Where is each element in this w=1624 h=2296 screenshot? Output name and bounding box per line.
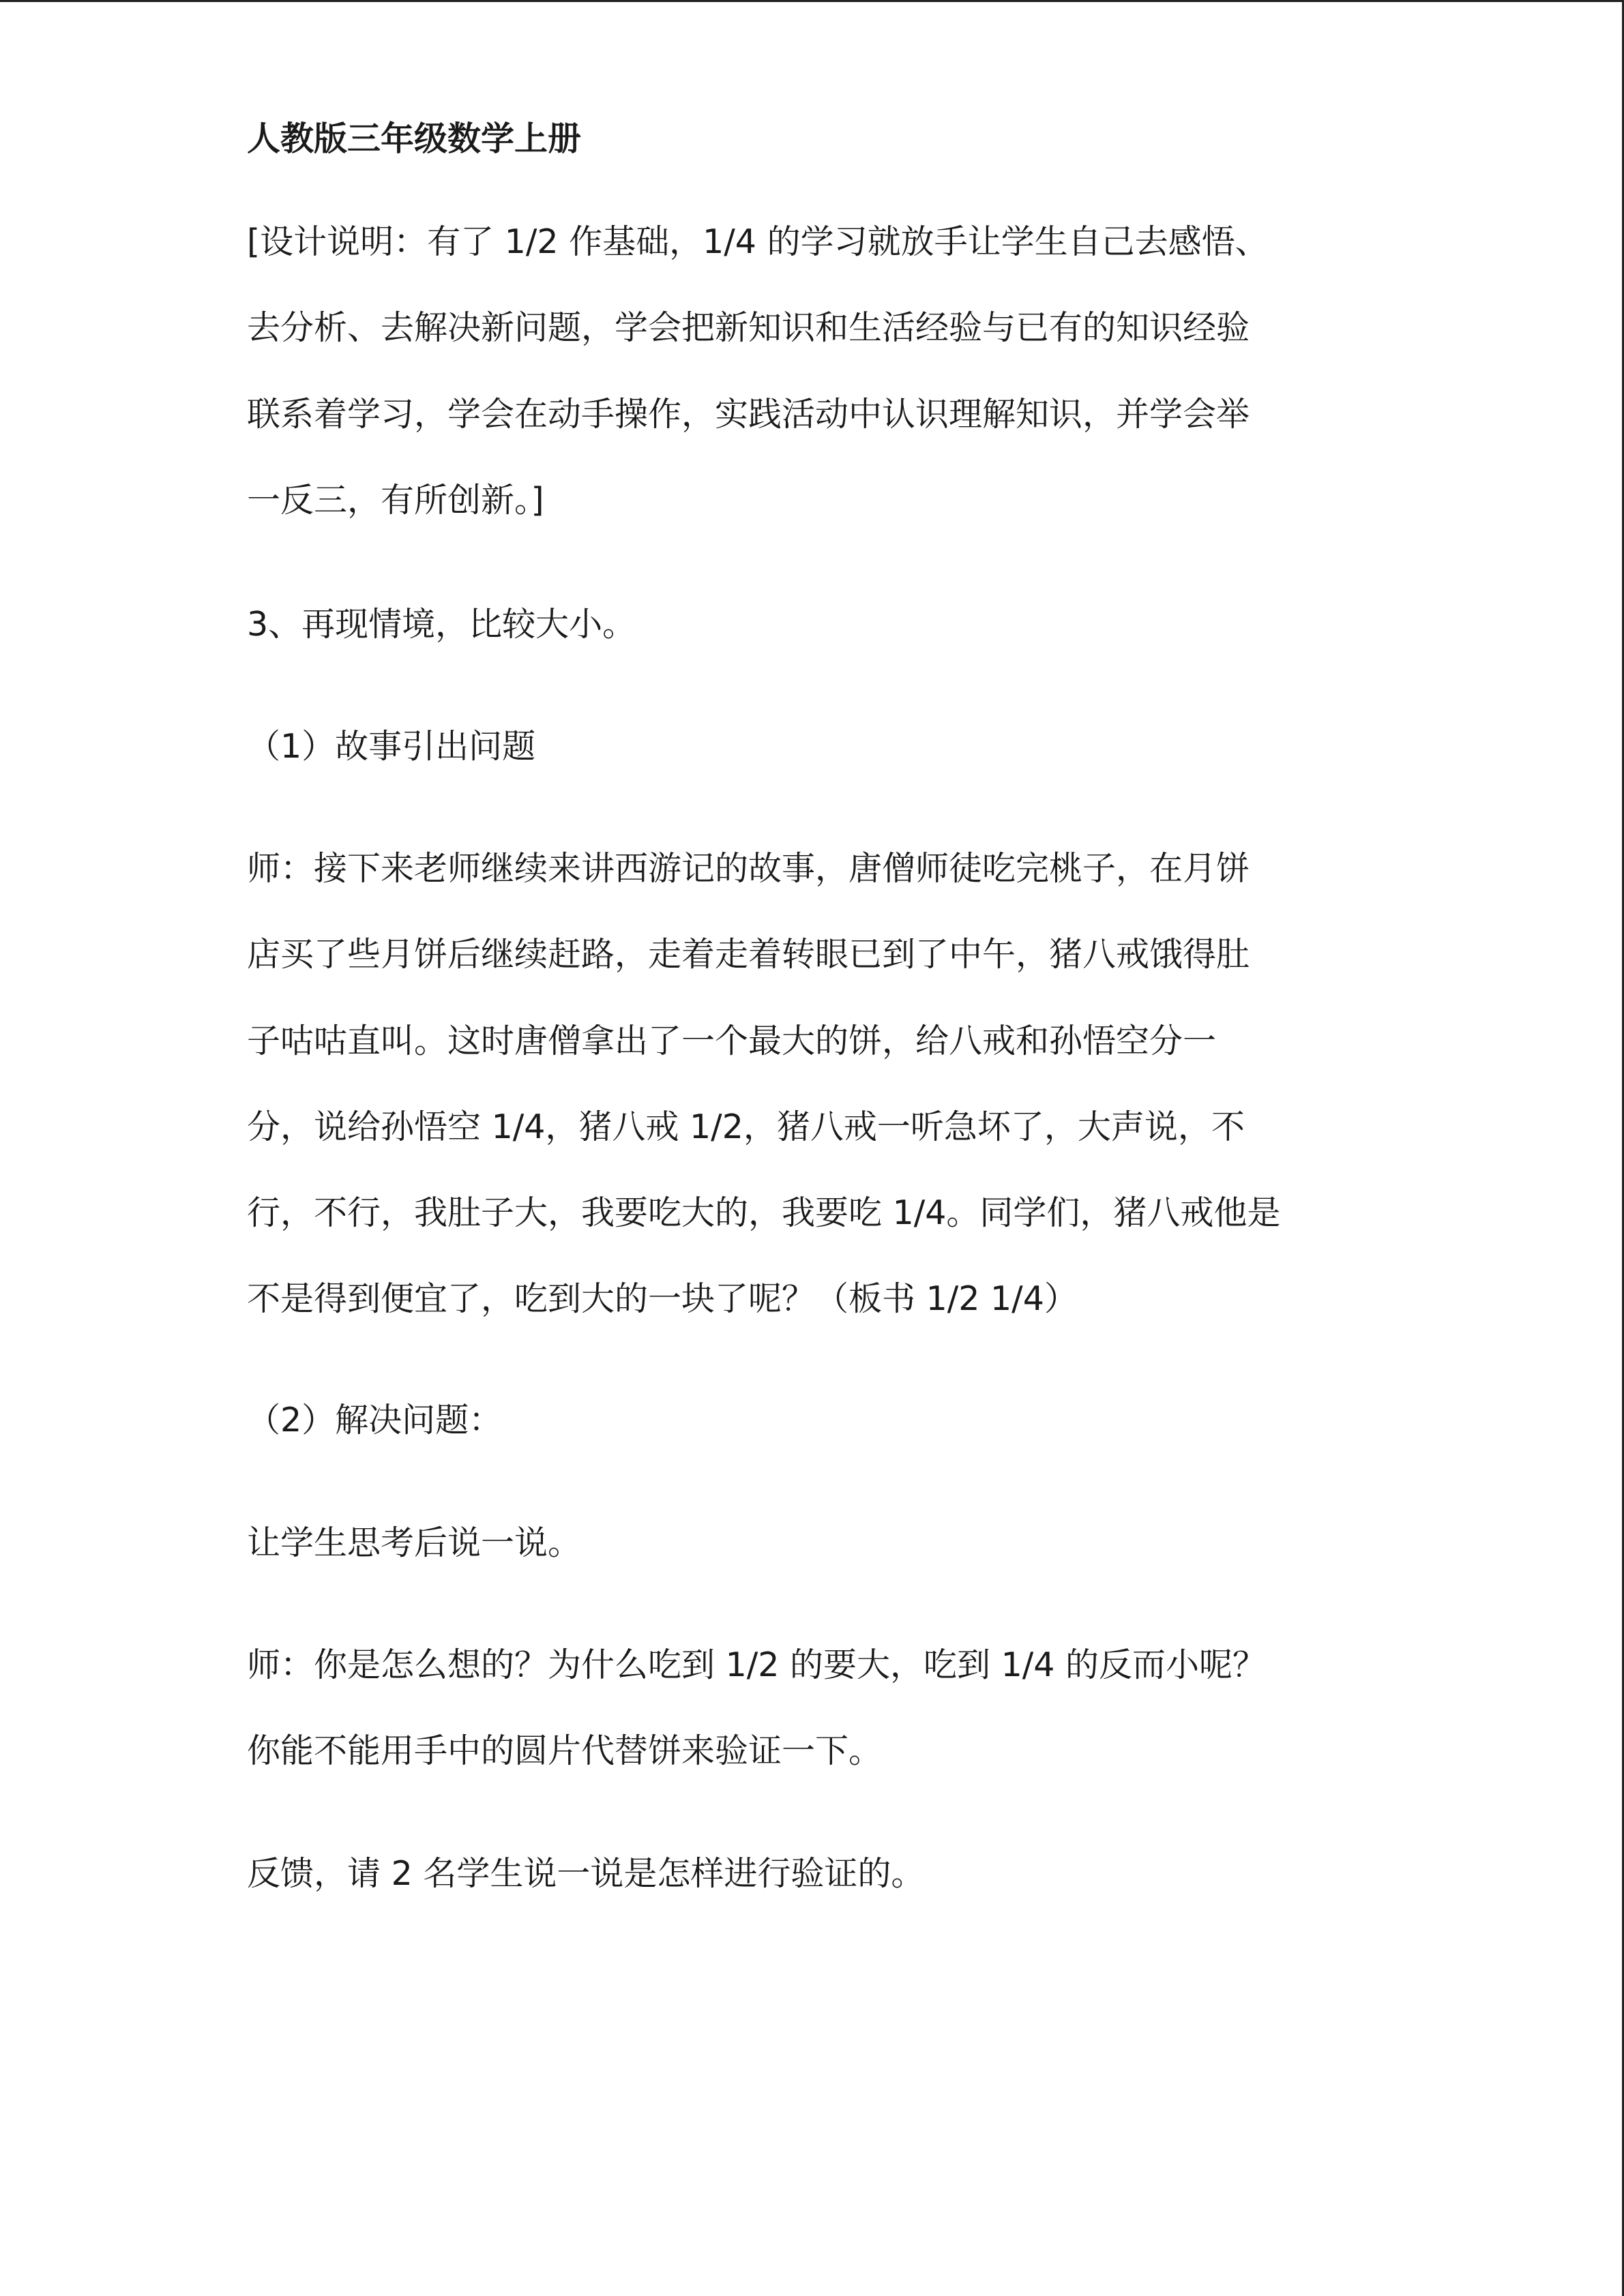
part-2-heading: （2）解决问题： [247,1401,503,1440]
section-3-heading: 3、再现情境，比较大小。 [247,605,636,644]
story-line-3: 子咕咕直叫。这时唐僧拿出了一个最大的饼，给八戒和孙悟空分一 [247,1022,1217,1060]
feedback-text: 反馈，请 2 名学生说一说是怎样进行验证的。 [247,1854,925,1893]
top-border [0,0,1624,2]
document-title: 人教版三年级数学上册 [247,119,582,158]
story-line-4: 分，说给孙悟空 1/4，猪八戒 1/2，猪八戒一听急坏了，大声说，不 [247,1107,1245,1146]
design-note-line-1: [设计说明：有了 1/2 作基础，1/4 的学习就放手让学生自己去感悟、 [247,222,1269,261]
story-line-1: 师：接下来老师继续来讲西游记的故事，唐僧师徒吃完桃子，在月饼 [247,849,1250,888]
design-note-line-2: 去分析、去解决新问题，学会把新知识和生活经验与已有的知识经验 [247,308,1250,347]
design-note-line-4: 一反三，有所创新。] [247,481,544,520]
part-1-heading: （1）故事引出问题 [247,727,536,766]
story-line-2: 店买了些月饼后继续赶路，走着走着转眼已到了中午，猪八戒饿得肚 [247,935,1250,974]
design-note-line-3: 联系着学习，学会在动手操作，实践活动中认识理解知识，并学会举 [247,395,1250,434]
story-line-6: 不是得到便宜了，吃到大的一块了呢？（板书 1/2 1/4） [247,1279,1078,1318]
teacher-question-line-1: 师：你是怎么想的？为什么吃到 1/2 的要大，吃到 1/4 的反而小呢？ [247,1645,1267,1684]
instruction-text: 让学生思考后说一说。 [247,1523,582,1562]
story-line-5: 行，不行，我肚子大，我要吃大的，我要吃 1/4。同学们，猪八戒他是 [247,1193,1281,1232]
teacher-question-line-2: 你能不能用手中的圆片代替饼来验证一下。 [247,1731,883,1770]
